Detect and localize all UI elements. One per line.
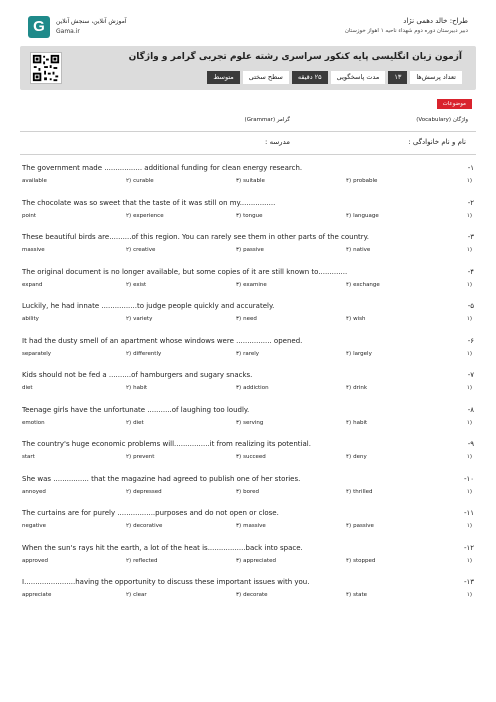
option-mark: ۲): [126, 178, 132, 184]
option-mark: ۳): [236, 592, 242, 598]
option-text: exchange: [353, 281, 380, 288]
option-text: succeed: [243, 454, 266, 460]
question-item: [20, 406, 476, 438]
option-mark: ۳): [236, 385, 242, 391]
question-item: [20, 199, 476, 231]
option-mark: ۱): [466, 592, 472, 598]
option-mark: ۱): [466, 350, 472, 357]
option-mark: ۳): [236, 281, 242, 288]
exam-title: آزمون زبان انگلیسی پایه کنکور سراسری رشته علوم تجربی گرامر و واژگان: [128, 52, 462, 62]
question-item: [20, 164, 476, 196]
answer-option-3[interactable]: [236, 351, 259, 357]
option-mark: ۳): [236, 350, 242, 357]
answer-options: [22, 454, 474, 464]
option-mark: ۴): [346, 557, 352, 564]
option-mark: ۲): [126, 488, 132, 495]
answer-option-4[interactable]: [346, 213, 379, 219]
answer-option-1[interactable]: [22, 523, 46, 529]
question-text: The country's huge economic problems will................it from realizing its potential.: [22, 440, 311, 448]
answer-option-4[interactable]: [346, 178, 377, 184]
option-mark: ۴): [346, 247, 352, 253]
question-text: The curtains are for purely .................purposes and do not open or close.: [22, 509, 279, 517]
option-mark: ۴): [346, 488, 352, 495]
page-header: [20, 12, 476, 46]
question-item: [20, 509, 476, 541]
answer-option-2[interactable]: [126, 247, 155, 253]
answer-option-3[interactable]: [236, 592, 268, 598]
option-text: curable: [133, 178, 154, 184]
answer-option-1[interactable]: [22, 316, 39, 322]
answer-option-4[interactable]: [346, 351, 372, 357]
gama-logo[interactable]: [28, 16, 127, 42]
stat-difficulty-label: سطح سختی: [243, 71, 289, 84]
answer-options: [22, 213, 474, 223]
option-mark: ۳): [236, 178, 242, 184]
stat-difficulty-value: متوسط: [207, 71, 239, 84]
answer-option-4[interactable]: [346, 247, 370, 253]
answer-option-3[interactable]: [236, 523, 266, 529]
question-number: -۹: [467, 440, 474, 448]
question-text: Kids should not be fed a ..........of hamburgers and sugary snacks.: [22, 371, 253, 379]
option-mark: ۲): [126, 523, 132, 529]
answer-option-3[interactable]: [236, 178, 265, 184]
option-mark: ۲): [126, 350, 132, 357]
option-text: serving: [243, 419, 264, 426]
answer-option-4[interactable]: [346, 558, 375, 564]
option-mark: ۳): [236, 523, 242, 529]
option-text: passive: [243, 247, 264, 253]
answer-option-2[interactable]: [126, 523, 162, 529]
question-item: [20, 578, 476, 610]
option-mark: ۱): [466, 316, 472, 322]
option-mark: ۳): [236, 316, 242, 322]
option-text: habit: [133, 385, 148, 391]
answer-option-1[interactable]: [22, 351, 51, 357]
answer-option-4[interactable]: [346, 420, 367, 426]
option-mark: ۱): [466, 385, 472, 391]
answer-options: [22, 351, 474, 361]
option-mark: ۱): [466, 523, 472, 529]
option-text: native: [353, 247, 371, 253]
option-mark: ۱): [466, 488, 472, 495]
answer-option-3[interactable]: [236, 385, 269, 391]
answer-option-2[interactable]: [126, 282, 146, 288]
question-number: -۶: [467, 336, 474, 345]
answer-option-3[interactable]: [236, 247, 264, 253]
question-item: [20, 440, 476, 472]
option-text: appreciate: [22, 592, 52, 598]
option-text: wish: [353, 316, 366, 322]
option-text: deny: [353, 454, 367, 460]
exam-stats: [207, 71, 462, 84]
option-mark: ۱): [466, 281, 472, 288]
option-text: experience: [133, 212, 164, 219]
option-mark: ۲): [126, 212, 132, 219]
option-text: massive: [22, 247, 45, 253]
answer-option-2[interactable]: [126, 213, 164, 219]
option-text: probable: [353, 178, 378, 184]
option-text: reflected: [133, 557, 158, 564]
option-mark: ۳): [236, 419, 242, 426]
option-mark: ۲): [126, 385, 132, 391]
option-text: largely: [353, 350, 372, 357]
answer-option-2[interactable]: [126, 420, 144, 426]
question-number: -۴: [467, 267, 474, 276]
question-number: -۱۰: [463, 474, 474, 483]
option-mark: ۴): [346, 419, 352, 426]
option-text: start: [22, 454, 35, 460]
designer-school: دبیر دبیرستان دوره دوم شهداء ناحیه ۱ اهواز خوزستان: [344, 28, 468, 34]
question-text: Teenage girls have the unfortunate ...........of laughing too loudly.: [22, 405, 250, 414]
option-mark: ۱): [466, 454, 472, 460]
question-item: [20, 371, 476, 403]
option-text: decorate: [243, 592, 268, 598]
option-text: approved: [22, 557, 48, 564]
logo-icon: G: [28, 16, 50, 38]
option-mark: ۴): [346, 178, 352, 184]
option-text: stopped: [353, 557, 376, 564]
option-mark: ۳): [236, 212, 242, 219]
option-text: separately: [22, 350, 52, 357]
option-mark: ۳): [236, 488, 242, 495]
option-text: habit: [353, 419, 368, 426]
answer-option-2[interactable]: [126, 385, 147, 391]
qr-code-icon[interactable]: [30, 52, 62, 84]
answer-option-2[interactable]: [126, 558, 158, 564]
answer-options: [22, 420, 474, 430]
answer-option-1[interactable]: [22, 454, 35, 460]
answer-option-4[interactable]: [346, 385, 367, 391]
answer-option-4[interactable]: [346, 454, 367, 460]
logo-domain: Gama.ir: [56, 28, 80, 35]
option-text: bored: [243, 488, 259, 495]
option-text: examine: [243, 281, 267, 288]
option-mark: ۴): [346, 454, 352, 460]
answer-options: [22, 178, 474, 188]
question-text: Luckily, he had innate ................to judge people quickly and accurately.: [22, 302, 275, 310]
option-text: need: [243, 316, 257, 322]
option-mark: ۴): [346, 523, 352, 529]
option-text: addiction: [243, 385, 269, 391]
answer-option-2[interactable]: [126, 489, 162, 495]
option-mark: ۲): [126, 247, 132, 253]
stat-count-value: ۱۳: [388, 71, 407, 84]
option-mark: ۴): [346, 350, 352, 357]
stat-count-label: تعداد پرسش‌ها: [410, 71, 462, 84]
answer-options: [22, 523, 474, 533]
logo-slogan: آموزش آنلاین، سنجش آنلاین: [56, 18, 127, 25]
answer-option-3[interactable]: [236, 420, 263, 426]
option-mark: ۴): [346, 385, 352, 391]
option-text: diet: [22, 385, 33, 391]
question-number: -۳: [467, 233, 474, 241]
answer-option-3[interactable]: [236, 558, 276, 564]
option-text: passive: [353, 523, 374, 529]
answer-option-3[interactable]: [236, 454, 266, 460]
answer-options: [22, 385, 474, 395]
option-text: available: [22, 178, 47, 184]
question-number: -۱۲: [463, 543, 474, 552]
answer-option-1[interactable]: [22, 558, 48, 564]
option-mark: ۲): [126, 419, 132, 426]
option-mark: ۳): [236, 247, 242, 253]
question-number: -۸: [467, 405, 474, 414]
option-text: rarely: [243, 350, 260, 357]
answer-option-4[interactable]: [346, 282, 380, 288]
question-text: She was ................ that the magazine had agreed to publish one of her stories.: [22, 474, 301, 483]
answer-option-1[interactable]: [22, 489, 46, 495]
question-number: -۱۳: [463, 578, 474, 586]
option-text: prevent: [133, 454, 155, 460]
answer-option-2[interactable]: [126, 454, 154, 460]
option-mark: ۳): [236, 454, 242, 460]
question-item: [20, 544, 476, 576]
answer-option-3[interactable]: [236, 489, 259, 495]
answer-option-3[interactable]: [236, 213, 262, 219]
option-text: differently: [133, 350, 162, 357]
option-mark: ۲): [126, 592, 132, 598]
topics-row: [20, 117, 476, 129]
answer-option-1[interactable]: [22, 213, 36, 219]
option-text: thrilled: [353, 488, 373, 495]
question-number: -۲: [467, 198, 474, 207]
designer-name: طراح: خالد دهمی نژاد: [403, 17, 468, 25]
option-text: expand: [22, 281, 43, 288]
answer-option-4[interactable]: [346, 316, 366, 322]
option-text: state: [353, 592, 368, 598]
answer-option-2[interactable]: [126, 316, 152, 322]
answer-option-2[interactable]: [126, 592, 147, 598]
option-mark: ۱): [466, 419, 472, 426]
question-item: [20, 268, 476, 300]
question-text: When the sun's rays hit the earth, a lot of the heat is.................back into space.: [22, 543, 303, 552]
option-text: creative: [133, 247, 156, 253]
option-text: clear: [133, 592, 147, 598]
answer-option-3[interactable]: [236, 316, 257, 322]
option-mark: ۱): [466, 557, 472, 564]
option-mark: ۱): [466, 178, 472, 184]
question-number: -۱۱: [463, 509, 474, 517]
option-mark: ۴): [346, 316, 352, 322]
answer-option-1[interactable]: [22, 282, 42, 288]
answer-option-2[interactable]: [126, 178, 154, 184]
option-text: language: [353, 212, 379, 219]
option-text: decorative: [133, 523, 163, 529]
option-text: suitable: [243, 178, 265, 184]
question-item: [20, 302, 476, 334]
answer-option-4[interactable]: [346, 592, 367, 598]
stat-duration-label: مدت پاسخگویی: [331, 71, 386, 84]
answer-option-4[interactable]: [346, 489, 372, 495]
student-info-row: [20, 136, 476, 150]
question-number: -۷: [467, 371, 474, 379]
option-mark: ۲): [126, 281, 132, 288]
question-item: [20, 475, 476, 507]
question-text: I.......................having the opportunity to discuss these important issues with you.: [22, 578, 310, 586]
answer-options: [22, 489, 474, 499]
answer-option-1[interactable]: [22, 247, 45, 253]
answer-option-4[interactable]: [346, 523, 374, 529]
exam-banner: [20, 46, 476, 90]
option-text: depressed: [133, 488, 162, 495]
answer-options: [22, 247, 474, 257]
answer-option-1[interactable]: [22, 178, 47, 184]
topic-grammar: گرامر (Grammar): [244, 117, 290, 123]
question-number: -۵: [467, 302, 474, 310]
question-item: [20, 337, 476, 369]
option-mark: ۴): [346, 592, 352, 598]
option-text: emotion: [22, 419, 45, 426]
answer-option-1[interactable]: [22, 385, 33, 391]
answer-options: [22, 592, 474, 602]
option-text: point: [22, 212, 37, 219]
designer-info: [345, 16, 468, 36]
option-mark: ۳): [236, 557, 242, 564]
option-mark: ۲): [126, 557, 132, 564]
option-text: massive: [243, 523, 266, 529]
topics-tag: موضوعات: [437, 99, 472, 109]
question-text: The original document is no longer available, but some copies of it are still known to.............: [22, 267, 348, 276]
answer-option-1[interactable]: [22, 592, 51, 598]
option-text: exist: [133, 281, 147, 288]
option-text: negative: [22, 523, 47, 529]
option-mark: ۴): [346, 281, 352, 288]
topic-vocabulary: واژگان (Vocabulary): [416, 117, 468, 123]
option-text: drink: [353, 385, 368, 391]
option-text: appreciated: [243, 557, 276, 564]
answer-options: [22, 282, 474, 292]
answer-option-1[interactable]: [22, 420, 45, 426]
question-item: [20, 233, 476, 265]
divider: [20, 131, 476, 132]
question-text: The government made ................. additional funding for clean energy research.: [22, 164, 303, 172]
divider: [20, 154, 476, 155]
option-text: tongue: [243, 212, 263, 219]
school-label: مدرسه :: [264, 138, 290, 146]
question-text: It had the dusty smell of an apartment whose windows were ................ opened.: [22, 336, 303, 345]
option-mark: ۴): [346, 212, 352, 219]
option-mark: ۱): [466, 247, 472, 253]
option-mark: ۲): [126, 316, 132, 322]
option-mark: ۱): [466, 212, 472, 219]
option-text: annoyed: [22, 488, 46, 495]
question-text: These beautiful birds are..........of this region. You can rarely see them in other parts of the country.: [22, 233, 370, 241]
option-mark: ۲): [126, 454, 132, 460]
answer-option-2[interactable]: [126, 351, 161, 357]
student-name-label: نام و نام خانوادگی :: [408, 138, 466, 146]
option-text: diet: [133, 419, 144, 426]
answer-options: [22, 316, 474, 326]
question-text: The chocolate was so sweet that the taste of it was still on my................: [22, 198, 276, 207]
question-number: -۱: [467, 164, 474, 172]
answer-option-3[interactable]: [236, 282, 267, 288]
option-text: variety: [133, 316, 153, 322]
stat-duration-value: ۲۵ دقیقه: [292, 71, 328, 84]
answer-options: [22, 558, 474, 568]
option-text: ability: [22, 316, 39, 322]
